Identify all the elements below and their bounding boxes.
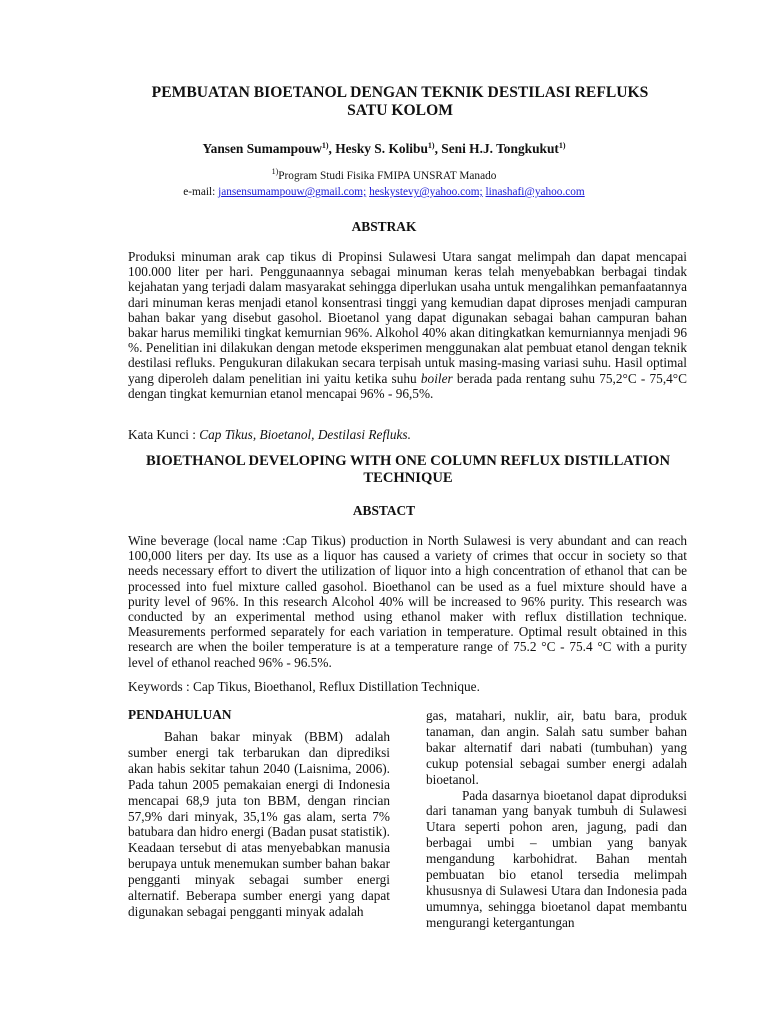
email-link[interactable]: linashafi@yahoo.com	[485, 186, 585, 198]
email-link[interactable]: jansensumampouw@gmail.com;	[218, 186, 367, 198]
author-separator: ,	[434, 141, 442, 156]
affiliation-text: Program Studi Fisika FMIPA UNSRAT Manado	[278, 170, 497, 182]
email-line	[0, 186, 768, 198]
kata-kunci-label: Kata Kunci :	[128, 427, 200, 442]
abstact-heading: ABSTACT	[352, 503, 416, 518]
section-heading: PENDAHULUAN	[128, 707, 232, 722]
left-column	[128, 729, 390, 920]
author-affiliation-mark: 1)	[558, 141, 566, 150]
kata-kunci-terms: Cap Tikus, Bioetanol, Destilasi Refluks.	[199, 427, 411, 442]
author-name: Seni H.J. Tongkukut	[441, 141, 559, 156]
author-affiliation-mark: 1)	[427, 141, 435, 150]
affiliation	[0, 168, 768, 184]
right-column-paragraph: Pada dasarnya bioetanol dapat diproduksi dari tanaman yang banyak tumbuh di Sulawesi Utara seperti pohon aren, jagung, padi dan berbagai umbi – umbian yang banyak mengandung karbohidrat. Bahan mentah pembuatan bio etanol tersedia melimpah khususnya di Sulawesi Utara dan Indonesia pada umumnya, sehingga bioetanol dapat membantu mengurangi ketergantungan	[426, 787, 687, 930]
keywords-line: Keywords : Cap Tikus, Bioethanol, Reflux Distillation Technique.	[128, 679, 480, 694]
author-list	[0, 141, 768, 157]
abstrak-text-tail: berada pada rentang suhu 75,2°C - 75,4°C dengan tingkat kemurnian etanol mencapai 96% - 96,5%.	[128, 370, 687, 401]
author-name: Yansen Sumampouw	[202, 141, 322, 156]
abstrak-italic-term: boiler	[420, 370, 453, 386]
kata-kunci-line	[128, 427, 411, 443]
author-name: Hesky S. Kolibu	[335, 141, 428, 156]
email-link[interactable]: heskystevy@yahoo.com;	[369, 186, 483, 198]
left-column-paragraph: Bahan bakar minyak (BBM) adalah sumber energi tak terbarukan dan diprediksi akan habis sekitar tahun 2040 (Laisnima, 2006). Pada tahun 2005 pemakaian energi di Indonesia mencapai 68,9 juta ton BBM, dengan rincian 57,9% dari minyak, 35,1% gas alam, serta 7% batubara dan hidro energi (Badan pusat statistik). Keadaan tersebut di atas menyebabkan manusia berupaya untuk menemukan sumber bahan bakar pengganti minyak sebagai sumber energi alternatif. Beberapa sumber energi yang dapat digunakan sebagai pengganti minyak adalah	[128, 729, 390, 919]
right-column-paragraph: gas, matahari, nuklir, air, batu bara, produk tanaman, dan angin. Salah satu sumber bahan bakar alternatif dari nabati (tumbuhan) yang cukup potensial sebagai sumber energi adalah bioetanol.	[426, 708, 687, 787]
email-label: e-mail:	[183, 186, 219, 198]
english-title: BIOETHANOL DEVELOPING WITH ONE COLUMN REFLUX DISTILLATION TECHNIQUE	[145, 453, 671, 486]
author-separator: ,	[328, 141, 336, 156]
abstrak-body	[128, 249, 687, 401]
abstract-body: Wine beverage (local name :Cap Tikus) production in North Sulawesi is very abundant and can reach 100,000 liters per day. Its use as a liquor has caused a variety of crimes that occur in society so that needs necessary effort to divert the utilization of liquor into a high concentration of ethanol that can be processed into fuel mixture called gasohol. Bioethanol can be used as a fuel mixture should have a purity level of 96%. In this research Alcohol 40% will be increased to 96% purity. This research was conducted by an experimental method using ethanol maker with reflux distillation technique. Measurements performed separately for each variation in temperature. Optimal result obtained in this research are when the boiler temperature is at a temperature range of 75.2 °C - 75.4 °C with a purity level of ethanol reached 96% - 96.5%.	[128, 533, 687, 670]
abstrak-heading: ABSTRAK	[351, 219, 417, 234]
right-column	[426, 708, 687, 931]
author-affiliation-mark: 1)	[321, 141, 329, 150]
affiliation-mark: 1)	[271, 167, 279, 176]
paper-title: PEMBUATAN BIOETANOL DENGAN TEKNIK DESTILASI REFLUKS SATU KOLOM	[151, 84, 649, 119]
abstrak-text: Produksi minuman arak cap tikus di Propinsi Sulawesi Utara sangat melimpah dan dapat mencapai 100.000 liter per hari. Penggunaannya sebagai minuman keras telah menyebabkan berbagai tindak kejahatan yang terjadi dalam masyarakat sehingga diperlukan usaha untuk mengalihkan pemanfaatannya dari minuman keras menjadi etanol konsentrasi tinggi yang kemudian dapat diproses menjadi campuran bahan bakar yang disebut gasohol. Bioetanol yang dapat digunakan sebagai bahan campuran bahan bakar harus memiliki tingkat kemurnian 96%. Alkohol 40% akan ditingkatkan kemurniannya menjadi 96 %. Penelitian ini dilakukan dengan metode eksperimen menggunakan alat pembuat etanol dengan teknik destilasi refluks. Pengukuran dilakukan secara terpisah untuk masing-masing variasi suhu. Hasil optimal yang diperoleh dalam penelitian ini yaitu ketika suhu	[128, 249, 687, 386]
